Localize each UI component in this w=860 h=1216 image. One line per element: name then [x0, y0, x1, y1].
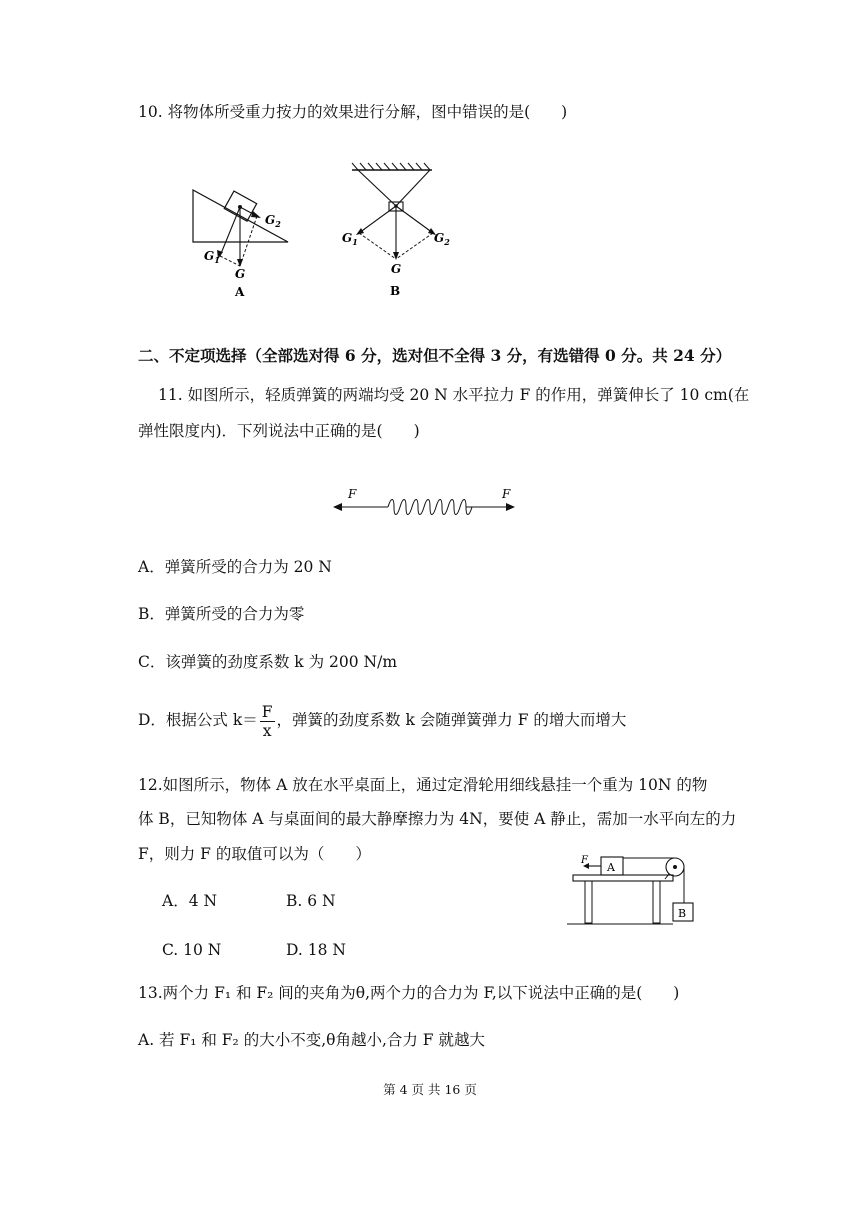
q10-figure-a [185, 180, 300, 300]
section-heading: 二、不定项选择（全部选对得 6 分，选对但不全得 3 分，有选错得 0 分。共 24 分） [138, 346, 732, 365]
figure-a-caption: A [235, 285, 245, 299]
q11-option-b: B．弹簧所受的合力为零 [138, 605, 305, 623]
block-b-label: B [678, 907, 687, 920]
option-d-suffix: ，弹簧的劲度系数 k 会随弹簧弹力 F 的增大而增大 [276, 711, 627, 729]
g-label: G [391, 262, 402, 276]
q12-stem-line1: 12.如图所示，物体 A 放在水平桌面上，通过定滑轮用细线悬挂一个重为 10N 的物 [138, 776, 708, 794]
q11-stem-line2: 弹性限度内)．下列说法中正确的是( ) [138, 422, 420, 440]
q10-stem: 10. 将物体所受重力按力的效果进行分解，图中错误的是( ) [138, 103, 568, 121]
q12-option-c: C. 10 N [162, 941, 222, 959]
option-d-prefix: D．根据公式 k＝ [138, 711, 258, 729]
fraction-denominator: x [262, 721, 272, 740]
right-force-label: F [502, 487, 511, 501]
q12-pulley-figure [565, 852, 700, 932]
q11-option-c: C．该弹簧的劲度系数 k 为 200 N/m [138, 653, 398, 671]
q12-option-d: D. 18 N [286, 941, 346, 959]
g2-label: $G_2$ [265, 213, 281, 229]
q13-stem: 13.两个力 F₁ 和 F₂ 间的夹角为θ,两个力的合力为 F,以下说法中正确的是( ) [138, 984, 680, 1002]
g1-label: $G_1$ [342, 231, 358, 247]
g-label: G [235, 267, 246, 281]
q13-option-a: A. 若 F₁ 和 F₂ 的大小不变,θ角越小,合力 F 就越大 [138, 1031, 485, 1049]
fraction-numerator: F [261, 702, 273, 721]
q12-stem-line2: 体 B，已知物体 A 与桌面间的最大静摩擦力为 4N，要使 A 静止，需加一水平向左的力 [138, 810, 737, 828]
figure-b-caption: B [390, 284, 401, 298]
page-footer: 第 4 页 共 16 页 [383, 1082, 477, 1097]
q12-option-a: A．4 N [162, 892, 218, 910]
block-a-label: A [607, 861, 615, 874]
q10-figure-b [340, 160, 455, 300]
q11-option-d [138, 702, 626, 740]
left-force-label: F [348, 487, 357, 501]
g2-label: $G_2$ [434, 231, 450, 247]
force-label: F [581, 855, 588, 866]
q11-spring-figure [330, 482, 520, 516]
q11-option-a: A．弹簧所受的合力为 20 N [138, 558, 332, 576]
g1-label: $G_1$ [204, 249, 220, 265]
formula-fraction [260, 703, 275, 740]
q12-stem-line3: F，则力 F 的取值可以为（ ） [138, 845, 371, 863]
q12-option-b: B. 6 N [286, 892, 336, 910]
q11-stem-line1: 11. 如图所示，轻质弹簧的两端均受 20 N 水平拉力 F 的作用，弹簧伸长了 10 cm(在 [158, 386, 750, 404]
